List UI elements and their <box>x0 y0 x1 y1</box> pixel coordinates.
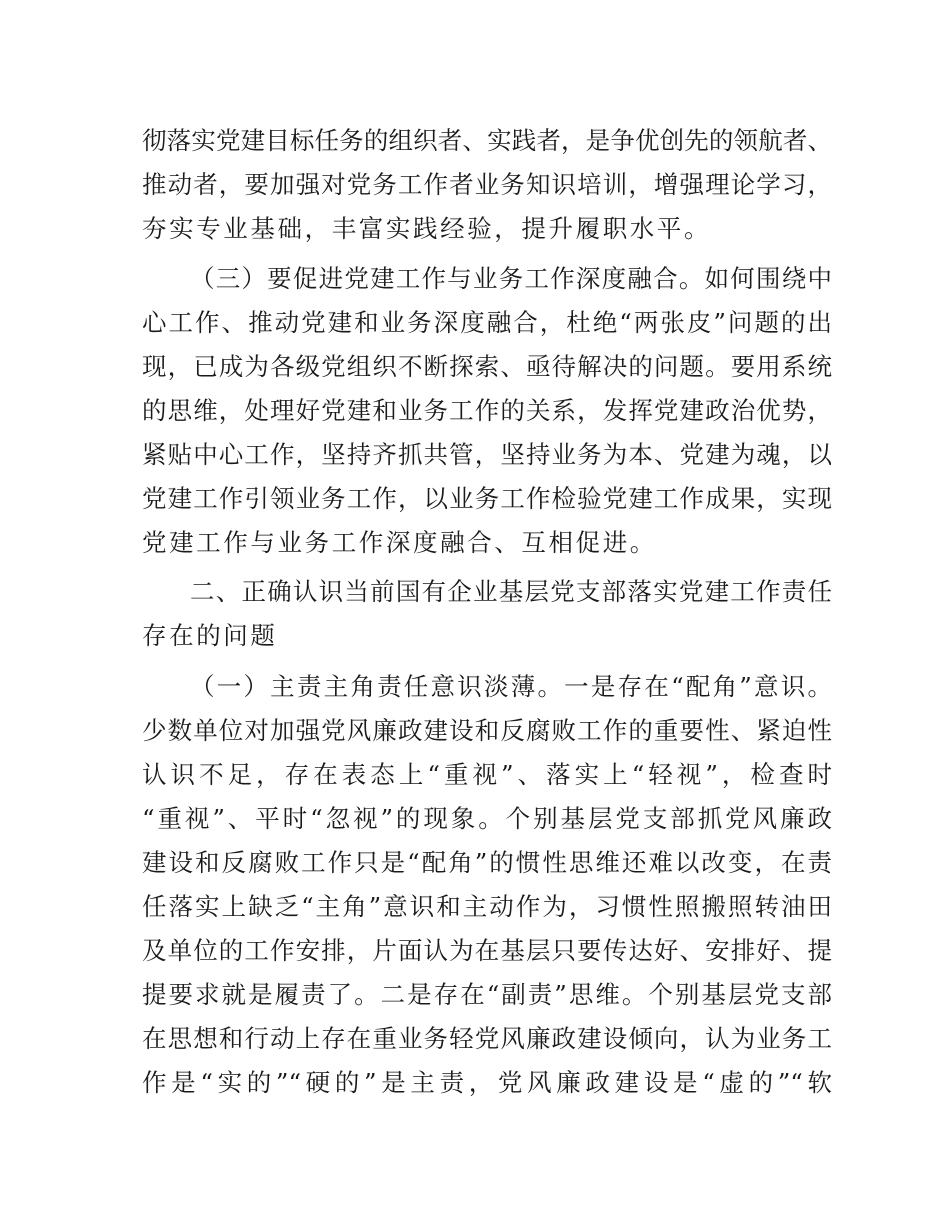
section-heading-line: 存在的问题 <box>142 621 278 650</box>
text-line: 作是“实的”“硬的”是主责，党风廉政建设是“虚的”“软 <box>142 1068 832 1097</box>
paragraph-heading-line: （一）主责主角责任意识淡薄。一是存在“配角”意识。 <box>190 672 832 701</box>
text-line: 推动者，要加强对党务工作者业务知识培训，增强理论学习， <box>142 170 832 199</box>
text-line: 紧贴中心工作，坚持齐抓共管，坚持业务为本、党建为魂，以 <box>142 440 832 469</box>
text-line: 及单位的工作安排，片面认为在基层只要传达好、安排好、提 <box>142 936 832 965</box>
text-line: 心工作、推动党建和业务深度融合，杜绝“两张皮”问题的出 <box>142 308 832 337</box>
text-line: 的思维，处理好党建和业务工作的关系，发挥党建政治优势， <box>142 396 832 425</box>
text-line: 在思想和行动上存在重业务轻党风廉政建设倾向，认为业务工 <box>142 1024 832 1053</box>
text-line: 党建工作引领业务工作，以业务工作检验党建工作成果，实现 <box>142 484 832 513</box>
paragraph-heading-line: （三）要促进党建工作与业务工作深度融合。如何围绕中 <box>190 264 832 293</box>
text-line: 建设和反腐败工作只是“配角”的惯性思维还难以改变，在责 <box>142 848 832 877</box>
section-heading-line: 二、正确认识当前国有企业基层党支部落实党建工作责任 <box>190 577 832 606</box>
text-line: “重视”、平时“忽视”的现象。个别基层党支部抓党风廉政 <box>142 804 832 833</box>
text-line: 党建工作与业务工作深度融合、互相促进。 <box>142 528 657 557</box>
text-line: 认识不足，存在表态上“重视”、落实上“轻视”，检查时 <box>142 760 832 789</box>
text-line: 提要求就是履责了。二是存在“副责”思维。个别基层党支部 <box>142 980 832 1009</box>
text-line: 现，已成为各级党组织不断探索、亟待解决的问题。要用系统 <box>142 352 832 381</box>
text-line: 彻落实党建目标任务的组织者、实践者，是争优创先的领航者、 <box>142 126 832 155</box>
text-line: 夯实专业基础，丰富实践经验，提升履职水平。 <box>142 214 712 243</box>
text-line: 任落实上缺乏“主角”意识和主动作为，习惯性照搬照转油田 <box>142 892 832 921</box>
text-line: 少数单位对加强党风廉政建设和反腐败工作的重要性、紧迫性 <box>142 716 832 745</box>
